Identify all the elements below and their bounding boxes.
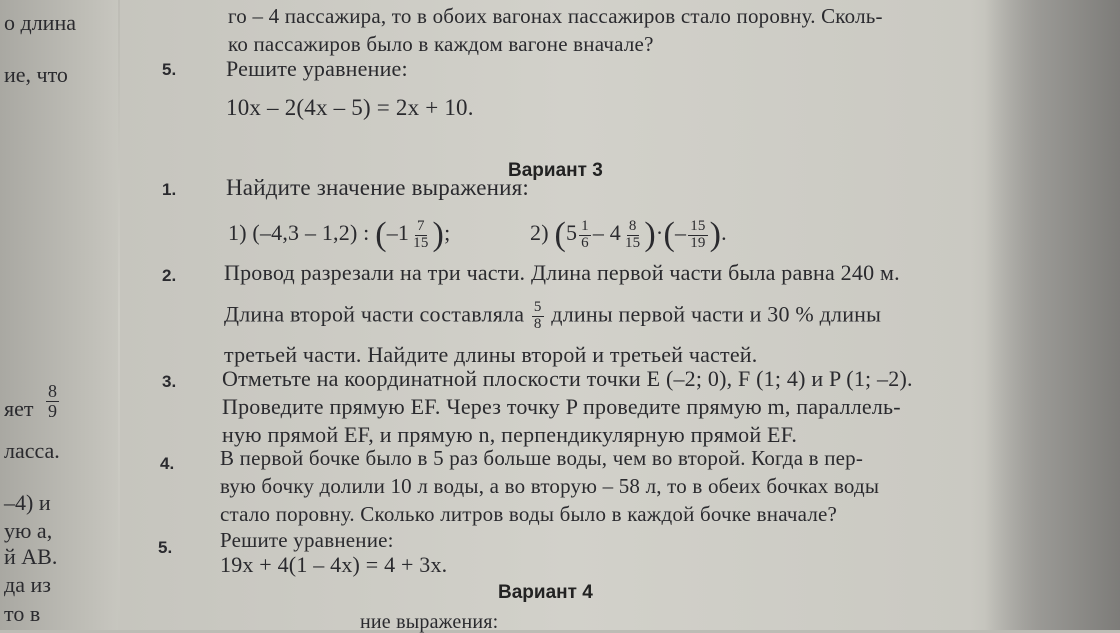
left-margin-line-2: ие, что — [4, 62, 68, 87]
top-task-5-equation: 10x – 2(4x – 5) = 2x + 10. — [226, 95, 474, 120]
paren-close: ) — [709, 216, 722, 253]
v3-t1b-fraction-3 — [688, 219, 707, 252]
left-margin-line-1: о длина — [4, 10, 76, 35]
v3-t1a-fraction — [411, 219, 430, 252]
v3-t1b-fraction-2 — [623, 219, 642, 252]
v3-t1b-fraction-1 — [579, 219, 591, 252]
v3-task-5-title: Решите уравнение: — [220, 528, 394, 552]
v3-task-4-number: 4. — [160, 454, 175, 473]
v3-t2-line2-a: Длина второй части составляла — [224, 301, 525, 327]
top-task-5-number: 5. — [162, 60, 177, 79]
v3-t1b-dot: · — [655, 220, 664, 246]
v3-task-5-equation: 19x + 4(1 – 4x) = 4 + 3x. — [220, 552, 448, 577]
v3-t1b-minus: – 4 — [592, 220, 621, 246]
v3-t1a-num: 7 — [416, 217, 425, 234]
left-margin-line-3: яет — [4, 396, 34, 421]
left-fraction-denominator: 9 — [48, 400, 57, 421]
v3-t1b-d3: 19 — [690, 234, 706, 251]
v3-task-4-line-2: вую бочку долили 10 л воды, а во вторую – 58 л, то в обеих бочках воды — [220, 474, 880, 498]
paren-open: ( — [554, 216, 566, 253]
variant-4-heading: Вариант 4 — [498, 582, 593, 603]
left-margin-line-9: то в — [4, 601, 41, 626]
v3-t2-frac-num: 5 — [533, 299, 542, 315]
v3-task-1-part-a — [228, 218, 450, 252]
left-margin-line-5: –4) и — [4, 490, 51, 515]
v3-task-3-line-1: Отметьте на координатной плоскости точки E (–2; 0), F (1; 4) и P (1; –2). — [222, 366, 913, 391]
v3-task-4-line-1: В первой бочке было в 5 раз больше воды, чем во второй. Когда в пер- — [220, 446, 864, 470]
v3-t1a-whole: –1 — [386, 220, 410, 246]
v3-task-4-line-3: стало поровну. Сколько литров воды было в каждой бочке вначале? — [220, 502, 838, 526]
v3-t1a-end: ; — [444, 220, 451, 246]
paren-close: ) — [432, 216, 445, 253]
v3-t1b-d1: 6 — [581, 234, 589, 251]
v3-task-2-line-3: третьей части. Найдите длины второй и третьей частей. — [224, 342, 758, 367]
variant-4-partial-line: ние выражения: — [360, 611, 499, 633]
v3-t1b-w1: 5 — [565, 220, 578, 246]
top-task-5-title: Решите уравнение: — [226, 56, 408, 81]
v3-t1a-prefix: 1) (–4,3 – 1,2) : — [228, 220, 370, 246]
v3-t2-fraction — [532, 300, 544, 333]
v3-t2-line2-b: длины первой части и 30 % длины — [551, 301, 882, 327]
v3-t1b-end: . — [721, 220, 727, 246]
v3-task-3-line-2: Проведите прямую EF. Через точку P проведите прямую m, параллель- — [222, 394, 901, 419]
v3-task-3-line-3: ную прямой EF, и прямую n, перпендикулярную прямой EF. — [222, 422, 798, 447]
paren-open: ( — [375, 216, 387, 253]
v3-t1b-n3: 15 — [690, 217, 706, 234]
paren-open: ( — [663, 216, 675, 253]
paren-close: ) — [644, 216, 656, 253]
v3-task-2-number: 2. — [162, 266, 177, 285]
page-edge-shadow — [985, 0, 1120, 630]
top-line-2: ко пассажиров было в каждом вагоне вначале? — [228, 32, 654, 56]
left-margin-line-7: й AB. — [4, 544, 58, 569]
v3-task-2-line-1: Провод разрезали на три части. Длина первой части была равна 240 м. — [224, 260, 900, 285]
v3-t1b-d2: 15 — [624, 234, 641, 251]
v3-t1b-n1: 1 — [581, 217, 589, 234]
v3-t1b-neg: – — [674, 220, 687, 246]
left-fraction-numerator: 8 — [48, 381, 57, 401]
v3-t1b-n2: 8 — [628, 217, 637, 234]
top-line-1: го – 4 пассажира, то в обоих вагонах пассажиров стало поровну. Сколь- — [228, 4, 883, 28]
v3-t1a-den: 15 — [413, 234, 429, 251]
left-margin-line-4: ласса. — [4, 438, 60, 463]
variant-3-heading: Вариант 3 — [508, 160, 603, 181]
v3-task-5-number: 5. — [158, 538, 173, 557]
v3-task-3-number: 3. — [162, 372, 177, 391]
v3-task-1-number: 1. — [162, 180, 177, 199]
v3-t2-frac-den: 8 — [533, 315, 542, 332]
left-page-margin — [0, 0, 118, 630]
v3-task-1-title: Найдите значение выражения: — [226, 175, 529, 200]
left-margin-fraction — [46, 382, 59, 421]
v3-task-1-part-b — [530, 218, 727, 252]
v3-t1b-prefix: 2) — [530, 220, 549, 246]
left-margin-line-6: ую a, — [4, 518, 53, 543]
v3-task-2-line-2 — [224, 300, 881, 333]
left-margin-line-8: да из — [4, 572, 51, 597]
